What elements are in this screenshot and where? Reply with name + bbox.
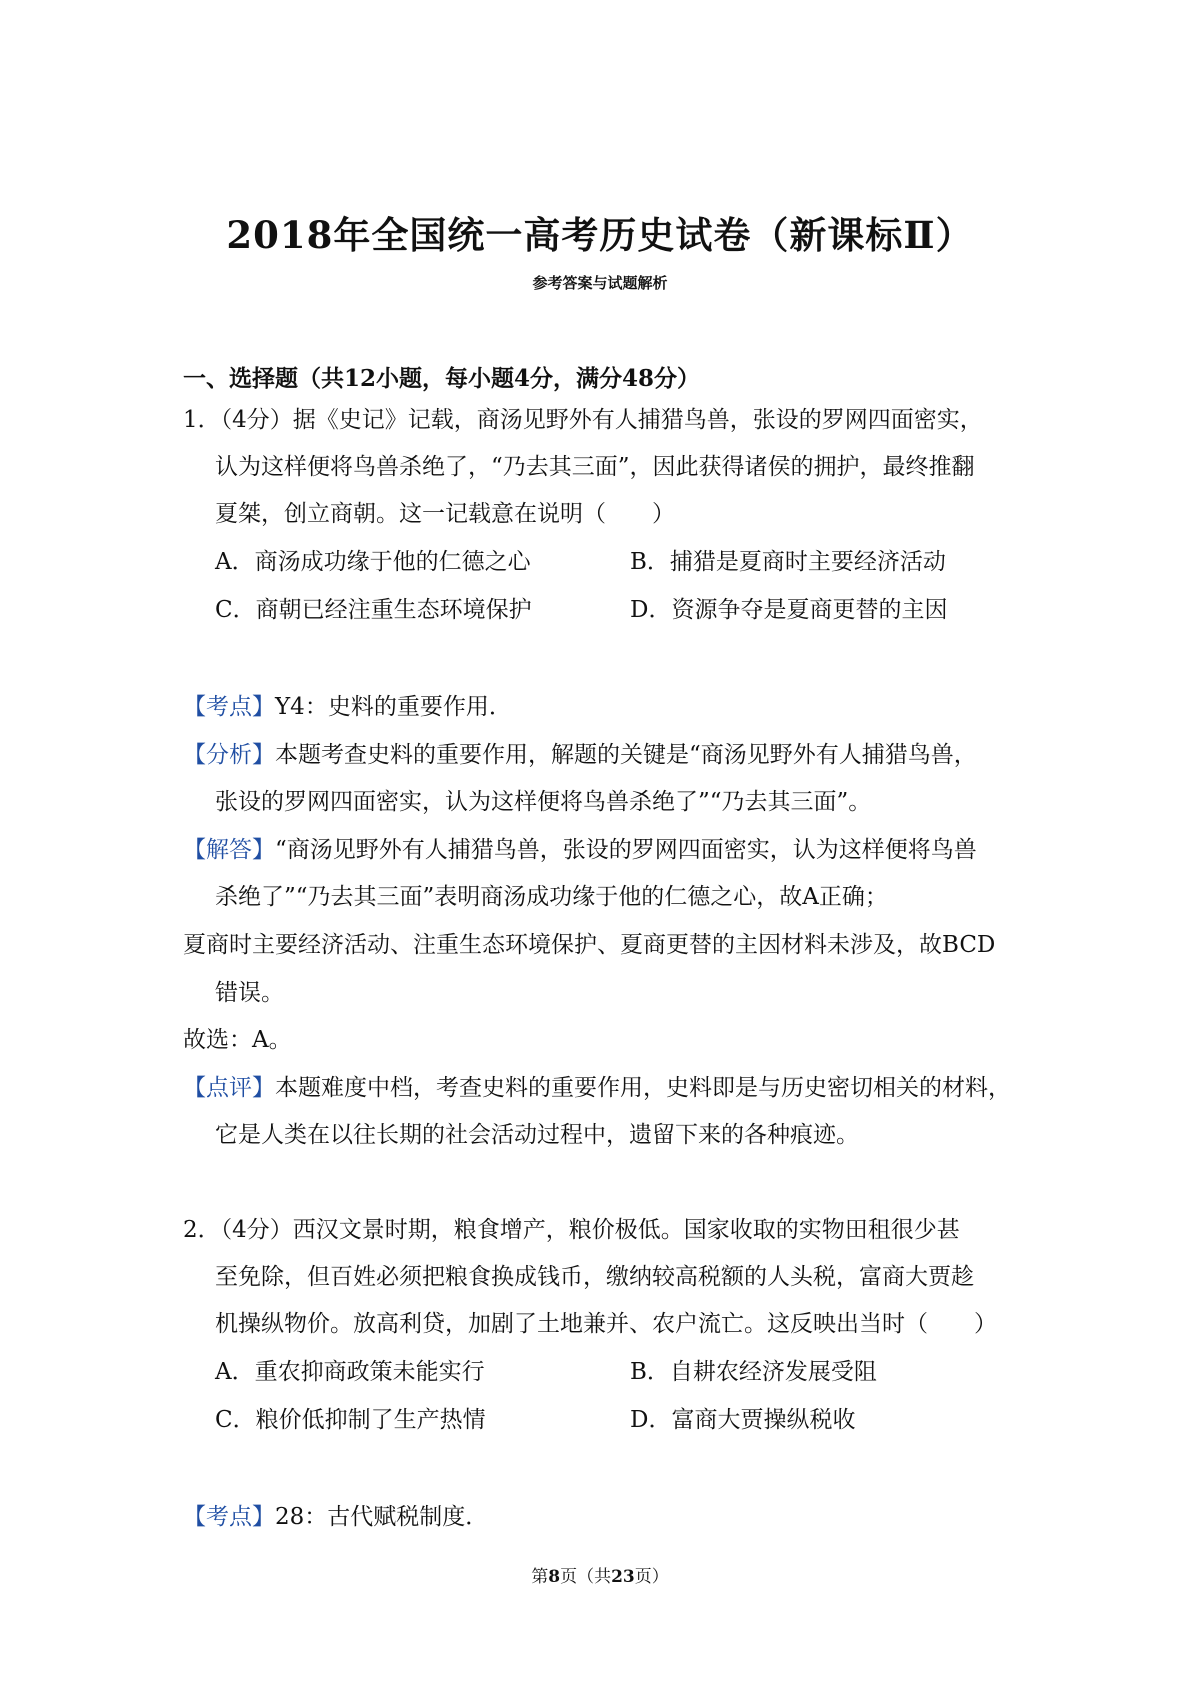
jieda-text: 错误。 [215,980,284,1006]
q1-jieda [183,835,977,865]
footer-middle: 页（共 [560,1567,612,1587]
kaodian-tag: 【考点】 [183,1504,275,1530]
q2-option-a: A．重农抑商政策未能实行 [215,1359,485,1385]
q2-kaodian [183,1502,488,1532]
footer-page-number: 8 [548,1567,561,1587]
q1-dianping [183,1073,1011,1103]
q2-option-d: D．富商大贾操纵税收 [630,1407,856,1433]
q1-option-a: A．商汤成功缘于他的仁德之心 [215,549,531,575]
page-footer [0,1562,1200,1587]
q1-stem-line: 1．（4分）据《史记》记载，商汤见野外有人捕猎鸟兽，张设的罗网四面密实， [183,407,983,433]
jieda-text: “商汤见野外有人捕猎鸟兽，张设的罗网四面密实，认为这样便将鸟兽 [275,837,977,863]
section-heading: 一、选择题（共12小题，每小题4分，满分48分） [183,365,701,392]
q1-answer: 故选：A。 [183,1027,292,1053]
jieda-text: 杀绝了”“乃去其三面”表明商汤成功缘于他的仁德之心，故A正确； [215,884,888,910]
dianping-tag: 【点评】 [183,1075,275,1101]
footer-prefix: 第 [531,1567,549,1587]
footer-suffix: 页） [634,1567,669,1587]
q1-stem-line: 认为这样便将鸟兽杀绝了，“乃去其三面”，因此获得诸侯的拥护，最终推翻 [215,454,975,480]
q2-stem-line: 2．（4分）西汉文景时期，粮食增产，粮价极低。国家收取的实物田租很少甚 [183,1217,960,1243]
kaodian-text: 28：古代赋税制度． [275,1504,489,1530]
fenxi-text: 张设的罗网四面密实，认为这样便将鸟兽杀绝了”“乃去其三面”。 [215,789,872,815]
kaodian-text: Y4：史料的重要作用． [275,694,512,720]
page-title: 2018年全国统一高考历史试卷（新课标Ⅱ） [226,213,974,257]
q2-stem-line: 至免除，但百姓必须把粮食换成钱币，缴纳较高税额的人头税，富商大贾趁 [215,1264,974,1290]
q1-option-c: C．商朝已经注重生态环境保护 [215,597,532,623]
page-subtitle: 参考答案与试题解析 [532,274,668,292]
fenxi-text: 本题考查史料的重要作用，解题的关键是“商汤见野外有人捕猎鸟兽， [275,742,977,768]
jieda-tag: 【解答】 [183,837,275,863]
dianping-text: 它是人类在以往长期的社会活动过程中，遗留下来的各种痕迹。 [215,1122,859,1148]
q2-option-c: C．粮价低抑制了生产热情 [215,1407,486,1433]
footer-total-pages: 23 [611,1567,635,1587]
q1-option-d: D．资源争夺是夏商更替的主因 [630,597,948,623]
q2-option-b: B．自耕农经济发展受阻 [630,1359,877,1385]
q1-fenxi [183,740,977,770]
q1-stem-line: 夏桀，创立商朝。这一记载意在说明（ ） [215,501,675,527]
fenxi-tag: 【分析】 [183,742,275,768]
dianping-text: 本题难度中档，考查史料的重要作用，史料即是与历史密切相关的材料， [275,1075,1011,1101]
q1-option-b: B．捕猎是夏商时主要经济活动 [630,549,946,575]
q1-kaodian [183,692,512,722]
kaodian-tag: 【考点】 [183,694,275,720]
jieda-text: 夏商时主要经济活动、注重生态环境保护、夏商更替的主因材料未涉及，故BCD [183,932,996,958]
q2-stem-line: 机操纵物价。放高利贷，加剧了土地兼并、农户流亡。这反映出当时（ ） [215,1311,997,1337]
